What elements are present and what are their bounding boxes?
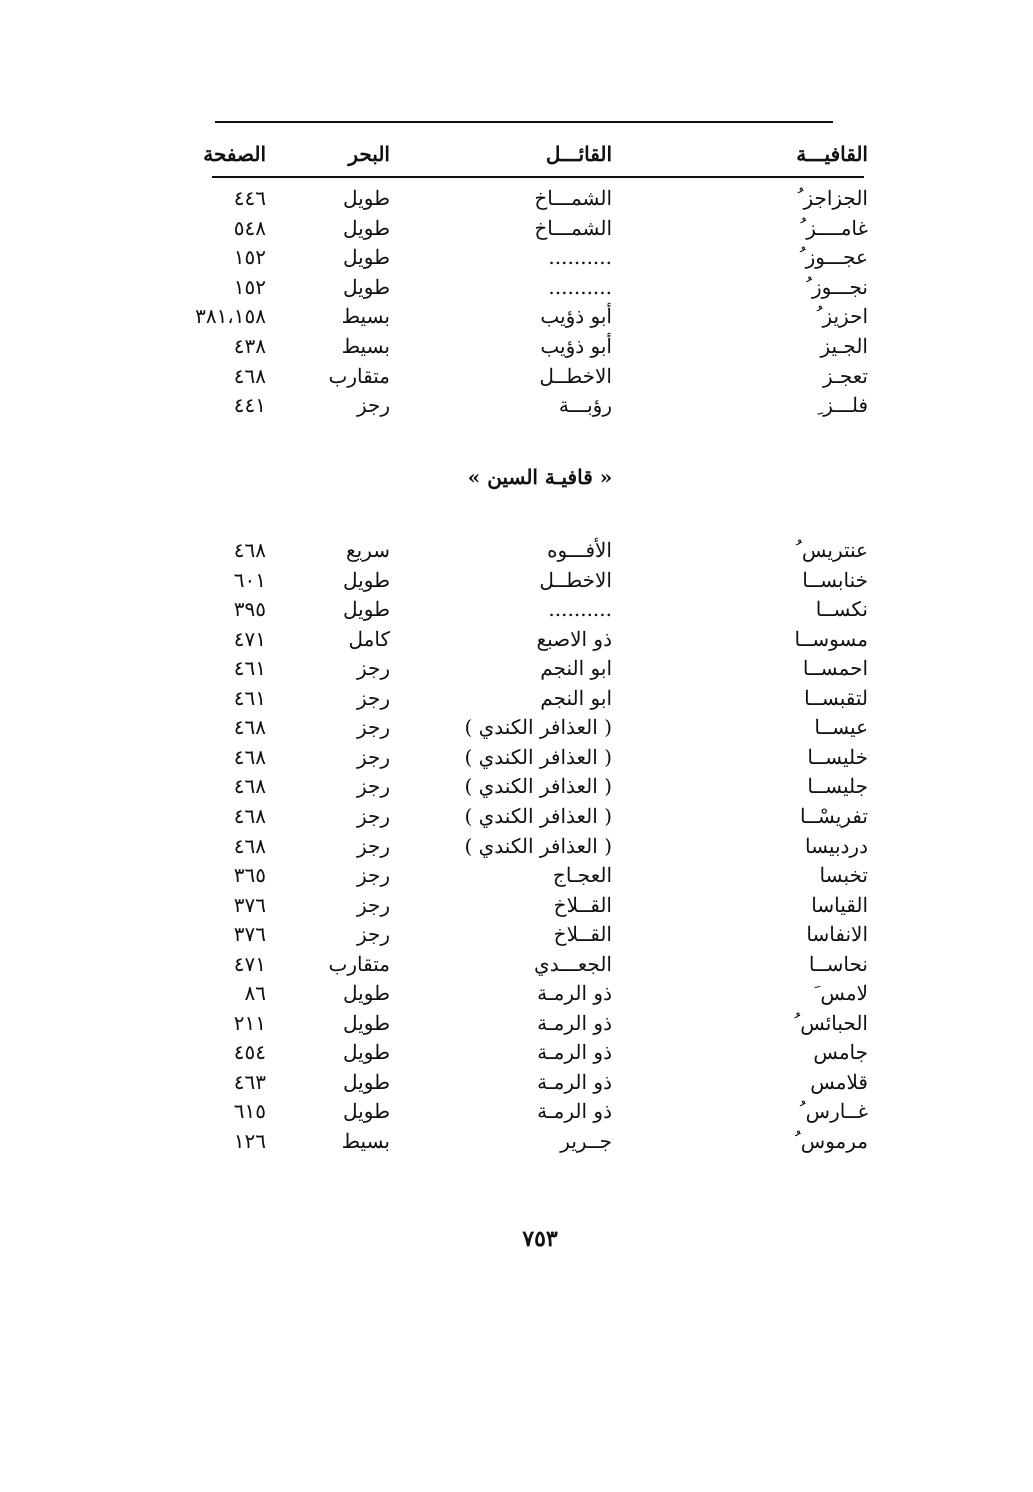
rhyme-cell: الانفاسا bbox=[806, 922, 868, 947]
page-cell: ٤٦١ bbox=[233, 656, 266, 681]
poet-cell: ( العذافر الكندي ) bbox=[464, 833, 612, 858]
table-row bbox=[200, 919, 880, 949]
rhyme-cell: جامس bbox=[813, 1040, 868, 1065]
poet-cell: أبو ذؤيب bbox=[540, 304, 612, 329]
table-row bbox=[200, 801, 880, 831]
page-cell: ٤٧١ bbox=[233, 951, 266, 976]
poet-cell: ذو الرمـة bbox=[537, 981, 612, 1006]
page-cell: ٦١٥ bbox=[233, 1099, 266, 1124]
poet-cell: ( العذافر الكندي ) bbox=[464, 774, 612, 799]
meter-cell: رجز bbox=[356, 863, 390, 888]
page-cell: ٤٧١ bbox=[233, 626, 266, 651]
page-cell: ٤٦٨ bbox=[233, 538, 266, 562]
page-cell: ٤٤٦ bbox=[233, 186, 266, 210]
page-cell: ٨٦ bbox=[244, 981, 266, 1006]
table-row bbox=[200, 361, 880, 391]
meter-cell: بسيط bbox=[341, 334, 390, 358]
meter-cell: رجز bbox=[356, 715, 390, 740]
poet-cell: جــرير bbox=[560, 1129, 612, 1153]
meter-cell: طويل bbox=[343, 1040, 390, 1065]
meter-cell: رجز bbox=[356, 922, 390, 947]
header-meter: البحر bbox=[348, 142, 390, 166]
poet-cell: .......... bbox=[548, 274, 612, 299]
page-cell: ١٢٦ bbox=[233, 1129, 266, 1153]
rhyme-cell: مسوســا bbox=[794, 626, 868, 651]
table-row bbox=[200, 535, 880, 565]
poet-cell: الأفـــوه bbox=[547, 538, 612, 562]
poet-cell: الشمـــاخ bbox=[534, 186, 612, 210]
rhyme-cell: الحبائس ُ bbox=[794, 1010, 868, 1035]
meter-cell: طويل bbox=[343, 274, 390, 299]
poet-cell: ( العذافر الكندي ) bbox=[464, 744, 612, 769]
meter-cell: رجز bbox=[356, 774, 390, 799]
poet-cell: العجـاج bbox=[552, 863, 612, 888]
meter-cell: طويل bbox=[343, 597, 390, 622]
page-cell: ٤٦٨ bbox=[233, 833, 266, 858]
meter-cell: رجز bbox=[356, 656, 390, 681]
poet-cell: أبو ذؤيب bbox=[540, 334, 612, 358]
header-rhyme: القافيـــة bbox=[796, 142, 868, 166]
page-cell: ٤٦٨ bbox=[233, 744, 266, 769]
poet-cell: الجعـــدي bbox=[534, 951, 612, 976]
meter-cell: رجز bbox=[356, 393, 390, 418]
meter-cell: طويل bbox=[343, 1010, 390, 1035]
meter-cell: كامل bbox=[348, 626, 390, 651]
meter-cell: رجز bbox=[356, 892, 390, 917]
table-row bbox=[200, 771, 880, 801]
table-row bbox=[200, 1067, 880, 1097]
poet-cell: ابو النجم bbox=[540, 685, 612, 710]
poet-cell: رؤبـــة bbox=[558, 393, 612, 418]
table-row bbox=[200, 860, 880, 890]
table-row bbox=[200, 683, 880, 713]
poet-cell: الشمـــاخ bbox=[534, 215, 612, 240]
page-cell: ٢١١ bbox=[233, 1010, 266, 1035]
meter-cell: بسيط bbox=[341, 304, 390, 329]
page-cell: ١٥٢ bbox=[233, 274, 266, 299]
page-cell: ٤٥٤ bbox=[233, 1040, 266, 1065]
rhyme-cell: الجـيز bbox=[820, 334, 868, 358]
meter-cell: طويل bbox=[343, 1069, 390, 1094]
table-header bbox=[200, 139, 880, 169]
poet-cell: ابو النجم bbox=[540, 656, 612, 681]
poet-cell: الاخطــل bbox=[539, 567, 612, 592]
meter-cell: متقارب bbox=[328, 363, 390, 388]
poet-cell: .......... bbox=[548, 245, 612, 270]
meter-cell: طويل bbox=[343, 1099, 390, 1124]
header-poet: القائـــل bbox=[545, 142, 612, 166]
table-row bbox=[200, 949, 880, 979]
page-cell: ٤٦٨ bbox=[233, 363, 266, 388]
meter-cell: طويل bbox=[343, 245, 390, 270]
table-row bbox=[200, 890, 880, 920]
rhyme-cell: تفريسْــا bbox=[800, 803, 868, 828]
meter-cell: طويل bbox=[343, 215, 390, 240]
meter-cell: رجز bbox=[356, 744, 390, 769]
poet-cell: .......... bbox=[548, 597, 612, 622]
page-cell: ٤٤١ bbox=[233, 393, 266, 418]
table-row bbox=[200, 742, 880, 772]
table-row bbox=[200, 390, 880, 420]
table-row bbox=[200, 1037, 880, 1067]
rhyme-cell: لتقبســا bbox=[804, 685, 868, 710]
page-cell: ١٥٢ bbox=[233, 245, 266, 270]
rhyme-cell: تعجـز bbox=[822, 363, 868, 388]
poet-cell: القــلاخ bbox=[553, 922, 612, 947]
rhyme-cell: خليســا bbox=[807, 744, 868, 769]
poet-cell: القــلاخ bbox=[553, 892, 612, 917]
rhyme-cell: عنتريس ُ bbox=[796, 538, 868, 562]
meter-cell: رجز bbox=[356, 833, 390, 858]
poet-cell: ذو الرمـة bbox=[537, 1099, 612, 1124]
table-row bbox=[200, 653, 880, 683]
table-row bbox=[195, 301, 880, 331]
page-cell: ٤٦٨ bbox=[233, 774, 266, 799]
meter-cell: رجز bbox=[356, 803, 390, 828]
top-rule bbox=[215, 121, 833, 123]
table-row bbox=[200, 242, 880, 272]
rhyme-cell: قلامس bbox=[810, 1069, 868, 1094]
page-cell: ٣٧٦ bbox=[233, 892, 266, 917]
meter-cell: متقارب bbox=[328, 951, 390, 976]
meter-cell: طويل bbox=[343, 981, 390, 1006]
meter-cell: رجز bbox=[356, 685, 390, 710]
rhyme-cell: احزيز ُ bbox=[816, 304, 868, 329]
page-cell: ٤٦٣ bbox=[233, 1069, 266, 1094]
rhyme-cell: دردبيسا bbox=[804, 833, 868, 858]
table-row bbox=[200, 272, 880, 302]
table-row bbox=[200, 594, 880, 624]
page-cell: ٣٧٦ bbox=[233, 922, 266, 947]
table-row bbox=[200, 831, 880, 861]
rhyme-cell: القياسا bbox=[811, 892, 868, 917]
rhyme-cell: الجزاجز ُ bbox=[797, 186, 868, 210]
table-row bbox=[200, 213, 880, 243]
page-cell: ٤٦٨ bbox=[233, 715, 266, 740]
poet-cell: ذو الرمـة bbox=[537, 1010, 612, 1035]
rhyme-cell: تخبسا bbox=[819, 863, 868, 888]
page-cell: ٤٦٨ bbox=[233, 803, 266, 828]
page-cell: ٣٩٥ bbox=[233, 597, 266, 622]
header-rule bbox=[212, 176, 864, 178]
rhyme-cell: نكســا bbox=[815, 597, 868, 622]
page-cell: ٤٣٨ bbox=[233, 334, 266, 358]
page-cell: ٤٦١ bbox=[233, 685, 266, 710]
rhyme-cell: مرموس ُ bbox=[794, 1129, 868, 1153]
header-page: الصفحة bbox=[203, 142, 266, 166]
poet-cell: ذو الاصبع bbox=[536, 626, 612, 651]
poet-cell: ذو الرمـة bbox=[537, 1040, 612, 1065]
page-number: ٧٥٣ bbox=[522, 1226, 558, 1252]
page-cell: ٣٨١،١٥٨ bbox=[195, 304, 266, 329]
poet-cell: ( العذافر الكندي ) bbox=[464, 803, 612, 828]
rhyme-cell: غــارس ُ bbox=[799, 1099, 868, 1124]
table-row bbox=[200, 565, 880, 595]
rhyme-cell: احمســا bbox=[802, 656, 868, 681]
table-row bbox=[200, 1008, 880, 1038]
rhyme-cell: غامــــز ُ bbox=[800, 215, 868, 240]
poet-cell: ذو الرمـة bbox=[537, 1069, 612, 1094]
rhyme-cell: نحاســا bbox=[808, 951, 868, 976]
meter-cell: طويل bbox=[343, 567, 390, 592]
rhyme-cell: لامس َ bbox=[814, 981, 868, 1006]
meter-cell: بسيط bbox=[341, 1129, 390, 1153]
page-cell: ٣٦٥ bbox=[233, 863, 266, 888]
table-row bbox=[200, 1096, 880, 1126]
rhyme-cell: جليســا bbox=[807, 774, 868, 799]
rhyme-cell: عجـــوز ُ bbox=[799, 245, 868, 270]
table-row bbox=[200, 331, 880, 361]
rhyme-cell: فلـــز ِ bbox=[817, 393, 868, 418]
table-row bbox=[200, 1126, 880, 1156]
meter-cell: طويل bbox=[343, 186, 390, 210]
page-cell: ٥٤٨ bbox=[233, 215, 266, 240]
table-row bbox=[200, 712, 880, 742]
table-row bbox=[200, 183, 880, 213]
poet-cell: الاخطــل bbox=[539, 363, 612, 388]
rhyme-cell: عيســا bbox=[814, 715, 868, 740]
section-title: « قافيـة السين » bbox=[467, 465, 613, 489]
table-row bbox=[200, 978, 880, 1008]
rhyme-cell: نجـــوز ُ bbox=[806, 274, 868, 299]
page-cell: ٦٠١ bbox=[233, 567, 266, 592]
poet-cell: ( العذافر الكندي ) bbox=[464, 715, 612, 740]
table-row bbox=[200, 624, 880, 654]
rhyme-cell: خنابســا bbox=[802, 567, 868, 592]
meter-cell: سريع bbox=[345, 538, 390, 562]
